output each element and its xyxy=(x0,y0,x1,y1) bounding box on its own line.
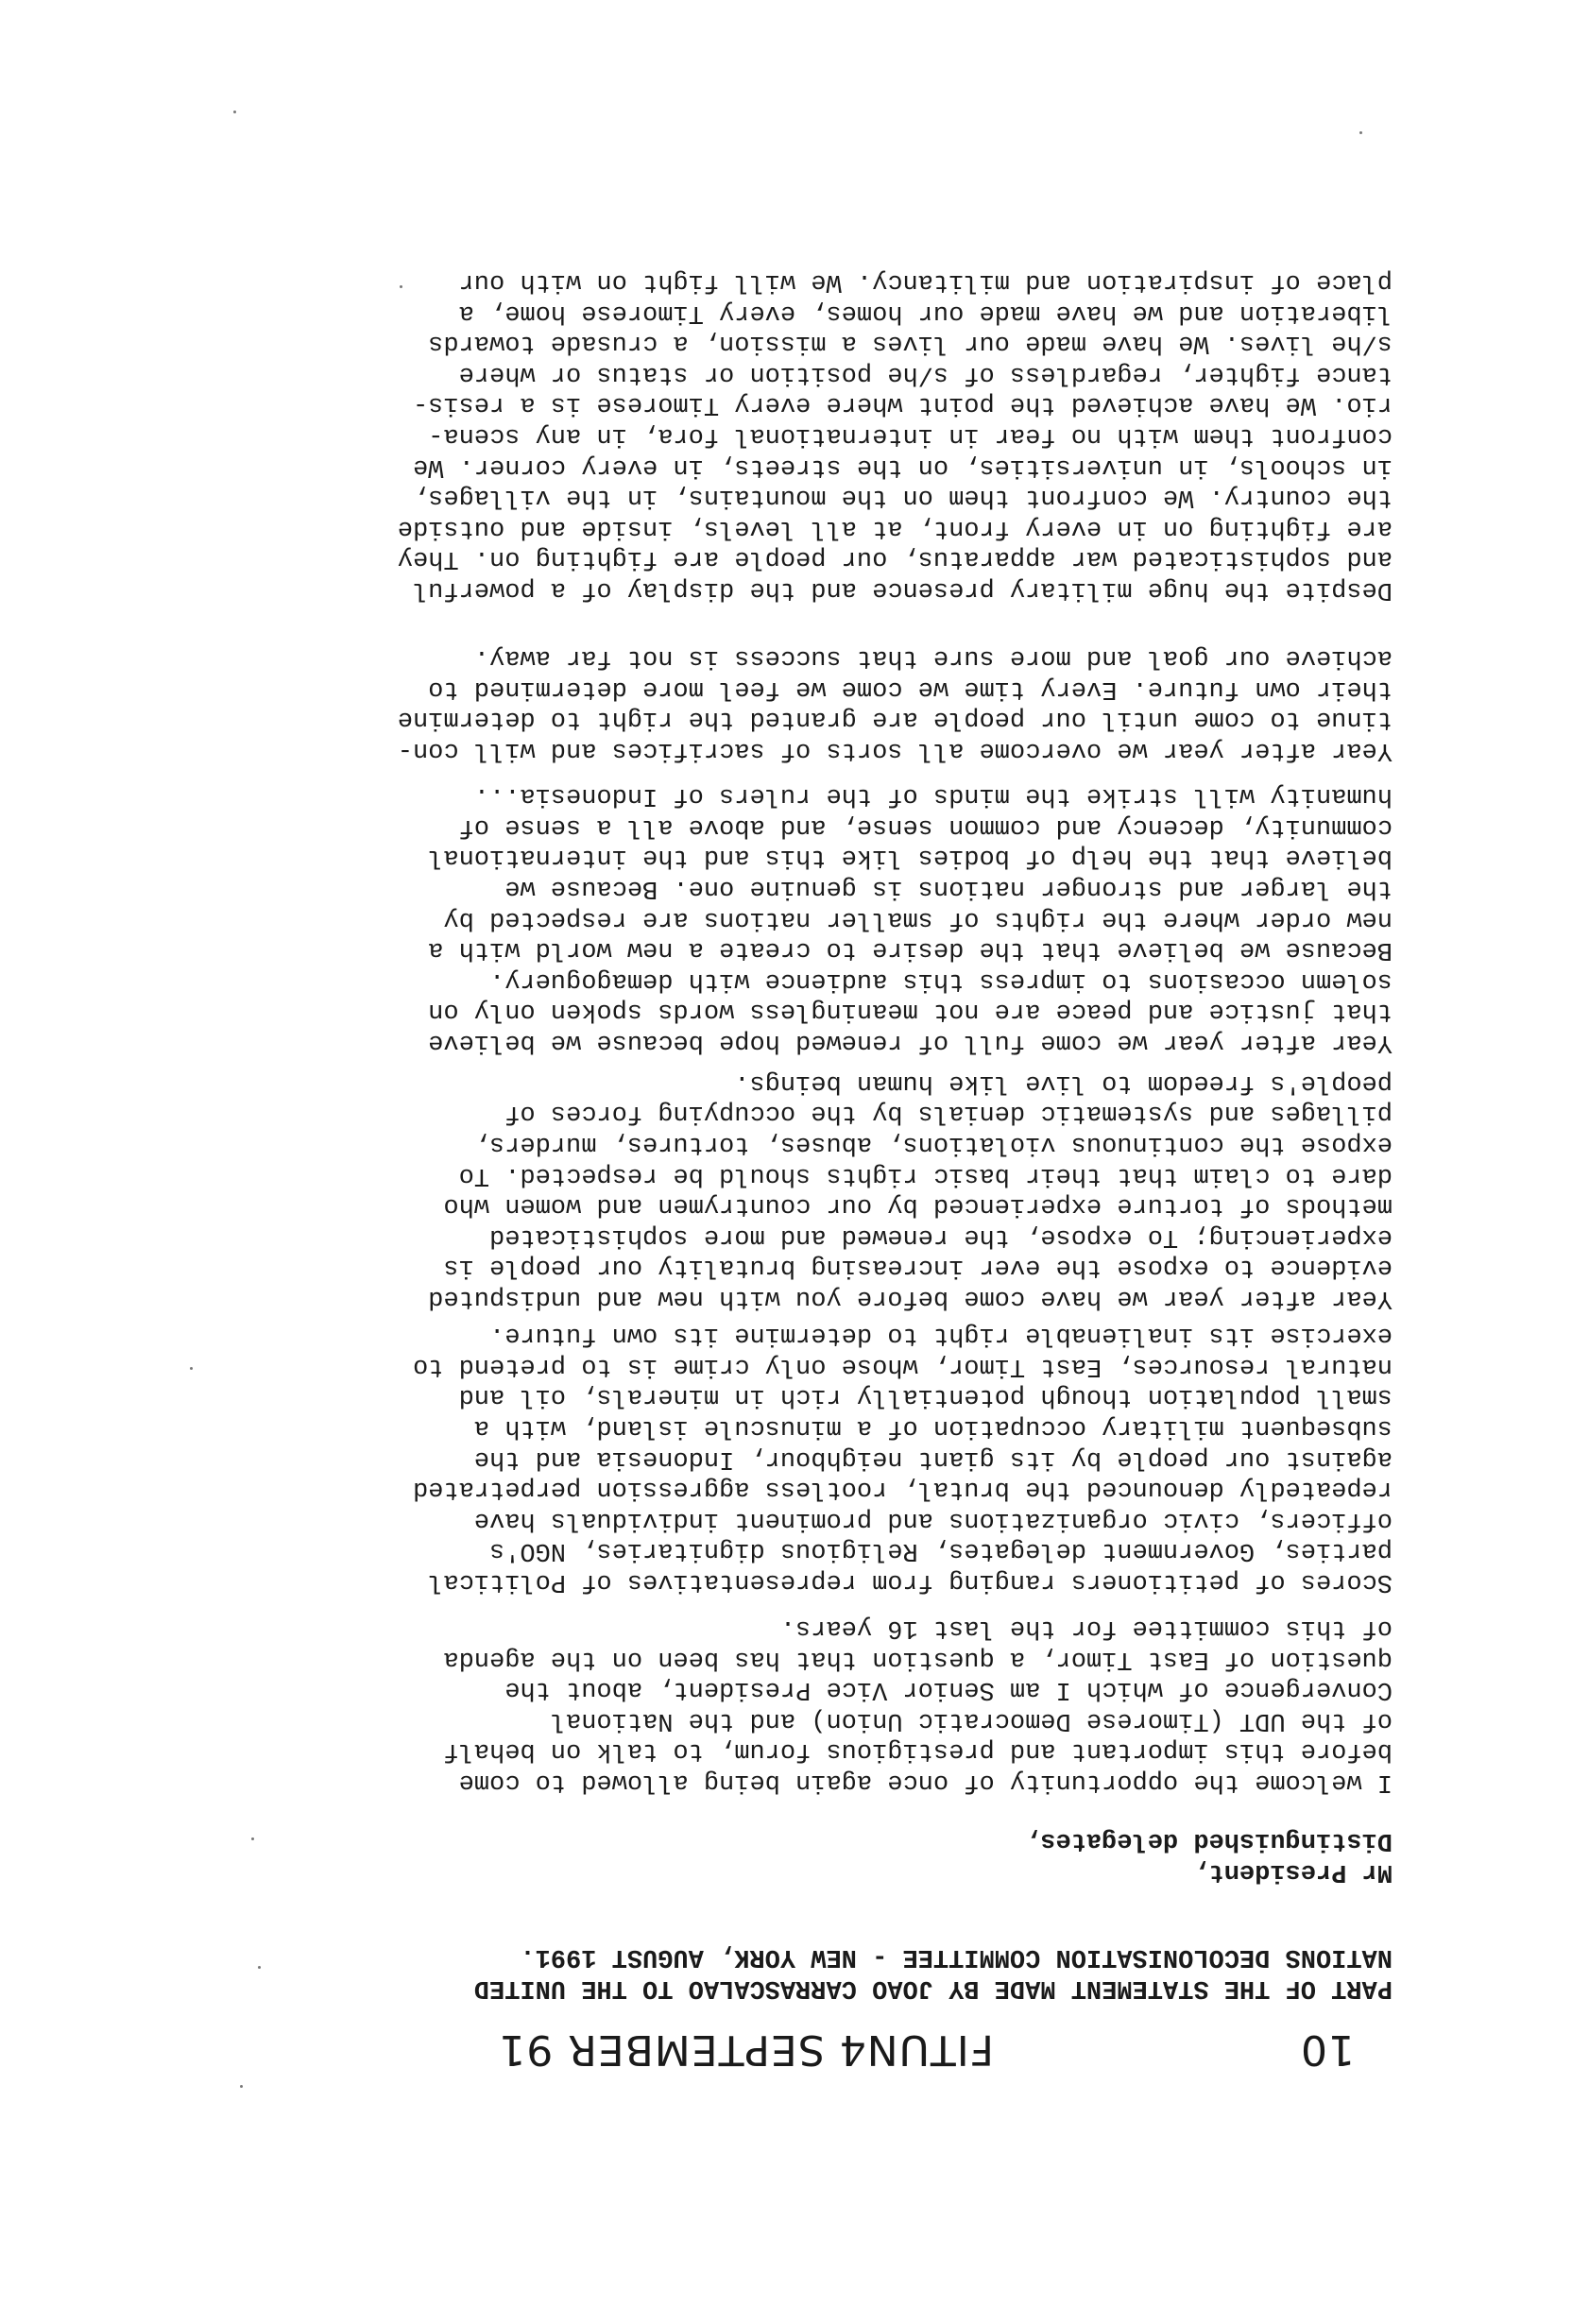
text-line: people's freedom to live like human beings. xyxy=(734,1068,1393,1097)
text-line: tance fighter, regardless of s/he position or status or where xyxy=(458,359,1393,388)
text-line: s/he lives. We have made our lives a mission, a crusade towards xyxy=(428,329,1393,358)
text-line: officers, civic organizations and prominent individuals have xyxy=(473,1505,1393,1534)
paragraph-1 xyxy=(136,1612,1393,1797)
text-line: community, decency and common sense, and above all a sense of xyxy=(458,812,1393,841)
text-line: Scores of petitioners ranging from representatives of Political xyxy=(428,1567,1393,1596)
text-line: in schools, in universities, on the streets, in every corner. We xyxy=(413,452,1393,481)
text-line: expose the continuous violations, abuses, tortures, murders, xyxy=(473,1130,1393,1159)
text-line: new order where the rights of smaller nations are respected by xyxy=(443,904,1393,933)
scan-speck xyxy=(258,1966,261,1969)
text-line: tinue to come until our people are granted the right to determine xyxy=(397,705,1393,734)
text-line: their own future. Every time we come we feel more determined to xyxy=(428,674,1393,703)
text-line: solemn occasions to impress this audience with demagoguery. xyxy=(489,965,1393,995)
text-line: place of inspiration and militancy. We will fight on with our xyxy=(458,267,1393,297)
text-line: experiencing; To expose, the renewed and more sophisticated xyxy=(489,1222,1393,1251)
title-line: NATIONS DECOLONISATION COMMITTEE - NEW YORK, AUGUST 1991. xyxy=(520,1942,1393,1972)
paragraph-2 xyxy=(136,1320,1393,1597)
statement-title xyxy=(136,1941,1393,2003)
text-line: liberation and we have made our homes, every Timorese home, a xyxy=(458,298,1393,327)
scan-speck xyxy=(233,111,236,113)
text-line: Convergence of which I am Senior Vice President, about the xyxy=(504,1675,1393,1704)
text-line: of the UDT (Timorese Democratic Union) and the National xyxy=(550,1705,1393,1734)
text-line: rio. We have achieved the point where every Timorese is a resis- xyxy=(413,390,1393,419)
text-line: evidence to expose the ever increasing brutality our people is xyxy=(443,1253,1393,1282)
text-line: Year after year we come full of renewed hope because we believe xyxy=(428,1028,1393,1056)
text-line: I welcome the opportunity of once again being allowed to come xyxy=(458,1768,1393,1796)
text-line: the larger and stronger nations is genuine one. Because we xyxy=(504,874,1393,903)
page-number: 10 xyxy=(1300,2025,1355,2074)
text-line: parties, Government delegates, Religious dignitaries, NGO's xyxy=(489,1536,1393,1565)
text-line: exercise its inalienable right to determine its own future. xyxy=(489,1321,1393,1350)
text-line: natural resources, East Timor, whose only crime is to pretend to xyxy=(413,1351,1393,1380)
text-line: that justice and peace are not meaningless words spoken only on xyxy=(428,997,1393,1026)
page-label: FITUN4 SEPTEMBER 91 xyxy=(498,2025,994,2074)
text-line: and sophisticated war apparatus, our people are fighting on. They xyxy=(397,544,1393,573)
text-line: the country. We confront them on the mountains, in the villages, xyxy=(413,483,1393,512)
text-line: Because we believe that the desire to create a new world with a xyxy=(428,935,1393,965)
text-line: Year after year we have come before you with new and undisputed xyxy=(428,1284,1393,1312)
salutation-line: Distinguished delegates, xyxy=(1025,1826,1393,1855)
text-line: repeatedly denounced the brutal, rootless aggression perpetrated xyxy=(413,1475,1393,1504)
text-line: believe that the help of bodies like this and the international xyxy=(428,843,1393,872)
text-line: confront them with no fear in international fora, in any scena- xyxy=(428,421,1393,451)
text-line: subsequent military occupation of a minuscule island, with a xyxy=(473,1413,1393,1443)
scan-speck xyxy=(400,285,402,288)
text-line: Despite the huge military presence and the display of a powerful xyxy=(413,575,1393,604)
text-line: methods of torture experienced by our countrymen and women who xyxy=(443,1191,1393,1221)
text-line: humanity will strike the minds of the rulers of Indonesia... xyxy=(473,781,1393,811)
text-line: question of East Timor, a question that has been on the agenda xyxy=(443,1644,1393,1673)
text-line: Year after year we overcome all sorts of sacrifices and will con- xyxy=(397,736,1393,764)
text-line: achieve our goal and more sure that success is not far away. xyxy=(473,643,1393,673)
text-line: pillages and systematic denials by the occupying forces of xyxy=(504,1099,1393,1128)
text-line: of this committee for the last 16 years. xyxy=(779,1614,1393,1643)
paragraph-5 xyxy=(136,642,1393,765)
scan-speck xyxy=(190,1367,193,1370)
salutation xyxy=(136,1825,1393,1887)
paragraph-4 xyxy=(136,780,1393,1057)
title-line: PART OF THE STATEMENT MADE BY JOAO CARRASCALAO TO THE UNITED xyxy=(473,1974,1393,2002)
text-line: against our people by its giant neighbour, Indonesia and the xyxy=(473,1444,1393,1473)
scan-speck xyxy=(240,2085,243,2088)
text-line: before this important and prestigious forum, to talk on behalf xyxy=(443,1736,1393,1766)
paragraph-6 xyxy=(136,265,1393,605)
paragraph-3 xyxy=(136,1067,1393,1313)
text-line: small population though potentially rich in minerals, oil and xyxy=(458,1382,1393,1411)
text-line: are fighting on in every front, at all levels, inside and outside xyxy=(397,513,1393,542)
salutation-line: Mr President, xyxy=(1193,1857,1393,1886)
text-line: dare to claim that their basic rights should be respected. To xyxy=(458,1160,1393,1189)
scan-speck xyxy=(251,1837,254,1840)
scan-speck xyxy=(1359,131,1362,134)
